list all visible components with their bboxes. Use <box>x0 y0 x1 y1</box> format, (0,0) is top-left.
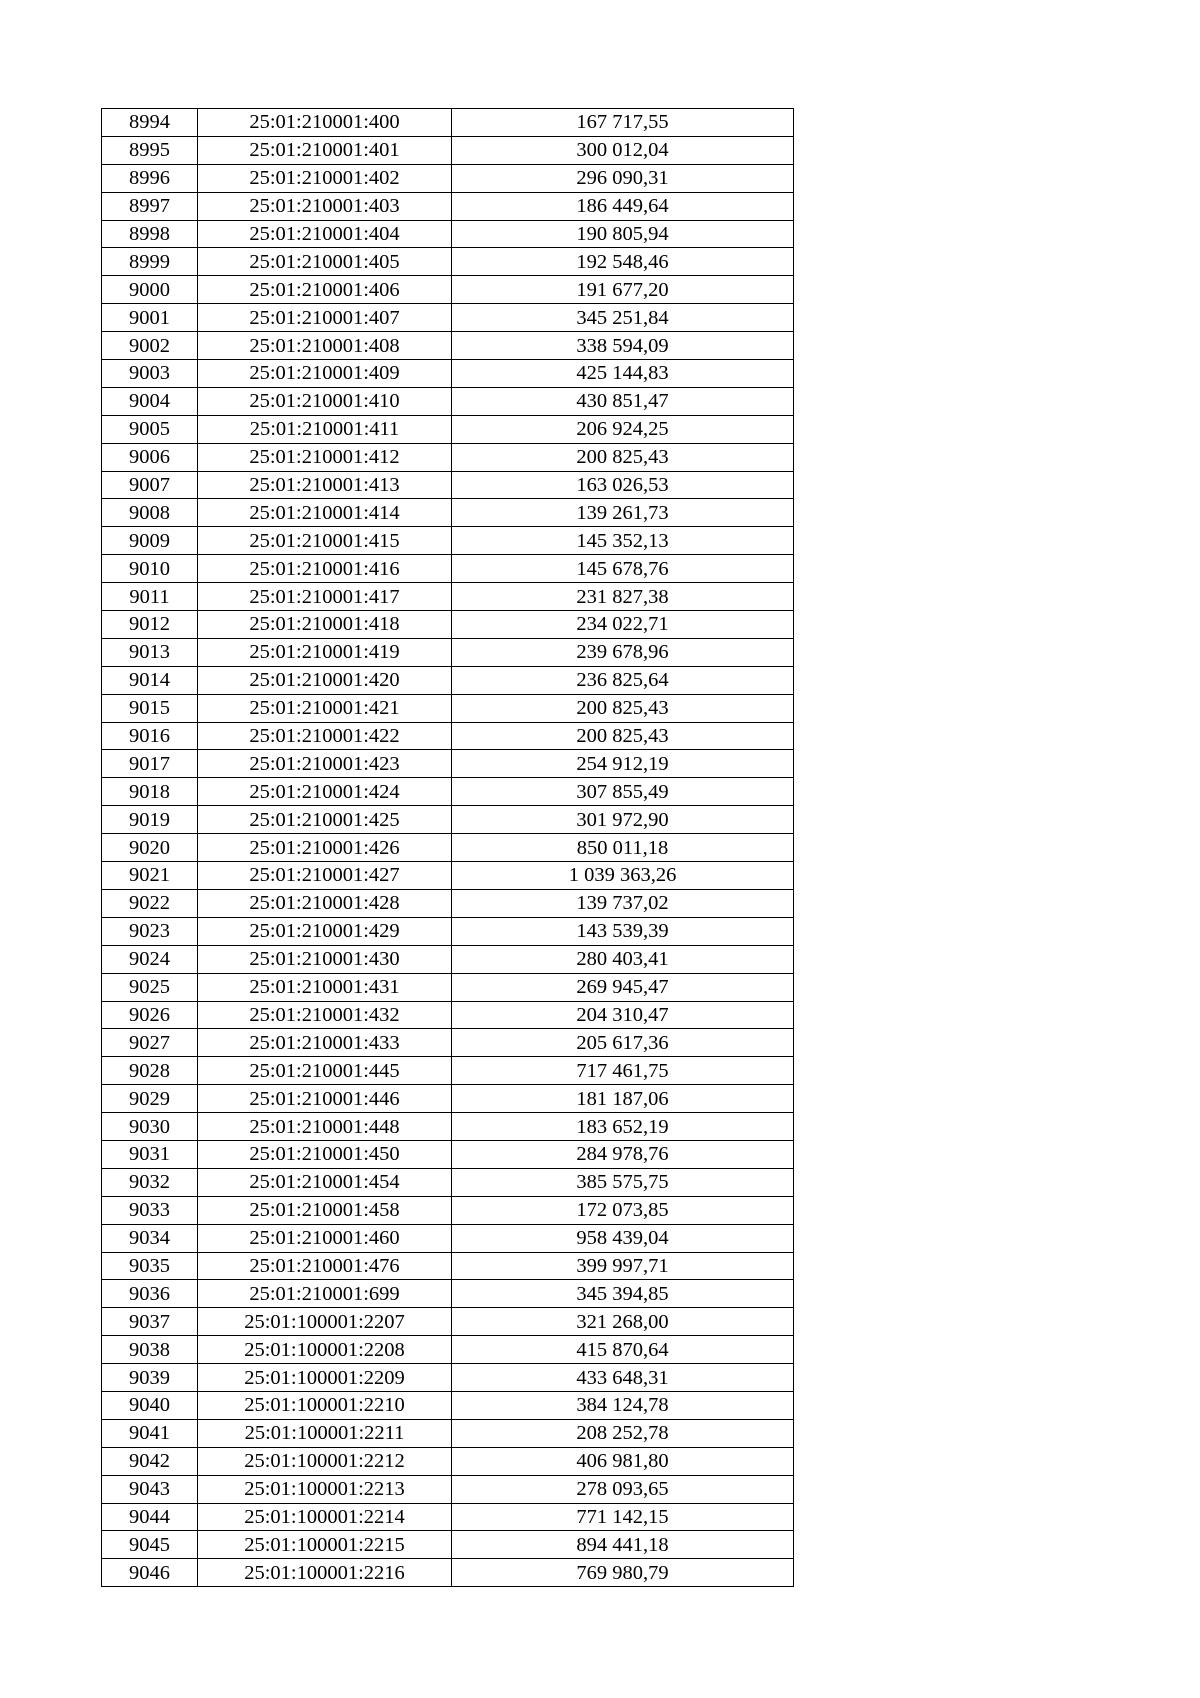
row-number-cell: 9005 <box>102 415 198 443</box>
cadastral-value-cell: 894 441,18 <box>452 1531 794 1559</box>
cadastral-number-cell: 25:01:210001:419 <box>198 638 452 666</box>
cadastral-value-cell: 200 825,43 <box>452 443 794 471</box>
row-number-cell: 9023 <box>102 917 198 945</box>
cadastral-number-cell: 25:01:210001:407 <box>198 304 452 332</box>
cadastral-number-cell: 25:01:210001:423 <box>198 750 452 778</box>
row-number-cell: 9009 <box>102 527 198 555</box>
cadastral-number-cell: 25:01:210001:446 <box>198 1085 452 1113</box>
cadastral-value-cell: 284 978,76 <box>452 1140 794 1168</box>
table-row <box>102 1168 794 1196</box>
row-number-cell: 9028 <box>102 1057 198 1085</box>
cadastral-value-cell: 300 012,04 <box>452 136 794 164</box>
cadastral-number-cell: 25:01:100001:2214 <box>198 1503 452 1531</box>
table-row <box>102 973 794 1001</box>
table-row <box>102 750 794 778</box>
row-number-cell: 9019 <box>102 806 198 834</box>
table-row <box>102 1224 794 1252</box>
row-number-cell: 9014 <box>102 666 198 694</box>
table-row <box>102 443 794 471</box>
cadastral-value-cell: 269 945,47 <box>452 973 794 1001</box>
cadastral-value-cell: 425 144,83 <box>452 360 794 388</box>
cadastral-value-cell: 280 403,41 <box>452 945 794 973</box>
cadastral-number-cell: 25:01:210001:418 <box>198 611 452 639</box>
cadastral-value-cell: 139 737,02 <box>452 889 794 917</box>
row-number-cell: 9012 <box>102 611 198 639</box>
cadastral-number-cell: 25:01:210001:421 <box>198 694 452 722</box>
cadastral-value-cell: 385 575,75 <box>452 1168 794 1196</box>
cadastral-value-cell: 234 022,71 <box>452 611 794 639</box>
cadastral-value-cell: 399 997,71 <box>452 1252 794 1280</box>
table-row <box>102 1252 794 1280</box>
table-row <box>102 360 794 388</box>
row-number-cell: 9026 <box>102 1001 198 1029</box>
cadastral-value-cell: 145 678,76 <box>452 555 794 583</box>
row-number-cell: 9020 <box>102 834 198 862</box>
row-number-cell: 9011 <box>102 583 198 611</box>
cadastral-value-cell: 181 187,06 <box>452 1085 794 1113</box>
cadastral-value-cell: 145 352,13 <box>452 527 794 555</box>
table-row <box>102 304 794 332</box>
cadastral-value-cell: 415 870,64 <box>452 1336 794 1364</box>
cadastral-value-cell: 769 980,79 <box>452 1559 794 1587</box>
cadastral-number-cell: 25:01:210001:401 <box>198 136 452 164</box>
table-row <box>102 611 794 639</box>
cadastral-value-cell: 278 093,65 <box>452 1475 794 1503</box>
table-row <box>102 1531 794 1559</box>
cadastral-number-cell: 25:01:210001:422 <box>198 722 452 750</box>
cadastral-number-cell: 25:01:210001:432 <box>198 1001 452 1029</box>
row-number-cell: 9043 <box>102 1475 198 1503</box>
table-body <box>102 109 794 1587</box>
cadastral-value-cell: 384 124,78 <box>452 1391 794 1419</box>
row-number-cell: 9030 <box>102 1113 198 1141</box>
table-row <box>102 1391 794 1419</box>
cadastral-value-table <box>101 108 794 1587</box>
cadastral-value-cell: 139 261,73 <box>452 499 794 527</box>
row-number-cell: 9046 <box>102 1559 198 1587</box>
row-number-cell: 9027 <box>102 1029 198 1057</box>
table-row <box>102 1308 794 1336</box>
table-row <box>102 806 794 834</box>
cadastral-number-cell: 25:01:100001:2211 <box>198 1419 452 1447</box>
table-row <box>102 1503 794 1531</box>
table-row <box>102 638 794 666</box>
cadastral-number-cell: 25:01:210001:427 <box>198 862 452 890</box>
table-row <box>102 1029 794 1057</box>
table-row <box>102 136 794 164</box>
table-row <box>102 666 794 694</box>
table-row <box>102 164 794 192</box>
row-number-cell: 9006 <box>102 443 198 471</box>
cadastral-number-cell: 25:01:210001:409 <box>198 360 452 388</box>
cadastral-number-cell: 25:01:210001:454 <box>198 1168 452 1196</box>
row-number-cell: 9037 <box>102 1308 198 1336</box>
row-number-cell: 9032 <box>102 1168 198 1196</box>
row-number-cell: 9022 <box>102 889 198 917</box>
table-row <box>102 1085 794 1113</box>
cadastral-number-cell: 25:01:100001:2207 <box>198 1308 452 1336</box>
cadastral-number-cell: 25:01:210001:415 <box>198 527 452 555</box>
row-number-cell: 9008 <box>102 499 198 527</box>
row-number-cell: 9044 <box>102 1503 198 1531</box>
row-number-cell: 9039 <box>102 1364 198 1392</box>
cadastral-number-cell: 25:01:210001:426 <box>198 834 452 862</box>
cadastral-value-cell: 239 678,96 <box>452 638 794 666</box>
cadastral-value-cell: 850 011,18 <box>452 834 794 862</box>
row-number-cell: 9004 <box>102 387 198 415</box>
cadastral-number-cell: 25:01:210001:445 <box>198 1057 452 1085</box>
row-number-cell: 9013 <box>102 638 198 666</box>
row-number-cell: 9018 <box>102 778 198 806</box>
row-number-cell: 9042 <box>102 1447 198 1475</box>
cadastral-number-cell: 25:01:100001:2212 <box>198 1447 452 1475</box>
cadastral-number-cell: 25:01:210001:699 <box>198 1280 452 1308</box>
cadastral-number-cell: 25:01:210001:458 <box>198 1196 452 1224</box>
cadastral-value-cell: 296 090,31 <box>452 164 794 192</box>
cadastral-value-cell: 254 912,19 <box>452 750 794 778</box>
row-number-cell: 9033 <box>102 1196 198 1224</box>
table-row <box>102 583 794 611</box>
table-row <box>102 1364 794 1392</box>
table-row <box>102 945 794 973</box>
cadastral-value-cell: 200 825,43 <box>452 694 794 722</box>
row-number-cell: 9035 <box>102 1252 198 1280</box>
cadastral-value-cell: 406 981,80 <box>452 1447 794 1475</box>
cadastral-number-cell: 25:01:210001:417 <box>198 583 452 611</box>
table-row <box>102 415 794 443</box>
row-number-cell: 9007 <box>102 471 198 499</box>
table-row <box>102 1140 794 1168</box>
cadastral-number-cell: 25:01:210001:410 <box>198 387 452 415</box>
table-row <box>102 834 794 862</box>
row-number-cell: 9034 <box>102 1224 198 1252</box>
row-number-cell: 9045 <box>102 1531 198 1559</box>
cadastral-value-cell: 191 677,20 <box>452 276 794 304</box>
row-number-cell: 9038 <box>102 1336 198 1364</box>
table-row <box>102 1113 794 1141</box>
cadastral-value-cell: 236 825,64 <box>452 666 794 694</box>
row-number-cell: 9001 <box>102 304 198 332</box>
cadastral-value-cell: 231 827,38 <box>452 583 794 611</box>
cadastral-value-cell: 345 394,85 <box>452 1280 794 1308</box>
cadastral-number-cell: 25:01:210001:430 <box>198 945 452 973</box>
cadastral-value-cell: 433 648,31 <box>452 1364 794 1392</box>
table-row <box>102 1336 794 1364</box>
row-number-cell: 8996 <box>102 164 198 192</box>
table-row <box>102 889 794 917</box>
cadastral-value-cell: 771 142,15 <box>452 1503 794 1531</box>
cadastral-number-cell: 25:01:210001:411 <box>198 415 452 443</box>
table-row <box>102 1196 794 1224</box>
table-row <box>102 1559 794 1587</box>
cadastral-number-cell: 25:01:210001:476 <box>198 1252 452 1280</box>
table-row <box>102 332 794 360</box>
cadastral-value-cell: 430 851,47 <box>452 387 794 415</box>
cadastral-number-cell: 25:01:210001:424 <box>198 778 452 806</box>
row-number-cell: 9029 <box>102 1085 198 1113</box>
row-number-cell: 9024 <box>102 945 198 973</box>
table-row <box>102 109 794 137</box>
row-number-cell: 9000 <box>102 276 198 304</box>
table-row <box>102 862 794 890</box>
cadastral-number-cell: 25:01:210001:420 <box>198 666 452 694</box>
cadastral-number-cell: 25:01:210001:425 <box>198 806 452 834</box>
row-number-cell: 9041 <box>102 1419 198 1447</box>
cadastral-number-cell: 25:01:210001:412 <box>198 443 452 471</box>
cadastral-value-cell: 186 449,64 <box>452 192 794 220</box>
cadastral-value-cell: 167 717,55 <box>452 109 794 137</box>
table-row <box>102 387 794 415</box>
cadastral-value-cell: 200 825,43 <box>452 722 794 750</box>
row-number-cell: 9036 <box>102 1280 198 1308</box>
cadastral-number-cell: 25:01:210001:413 <box>198 471 452 499</box>
table-row <box>102 722 794 750</box>
cadastral-number-cell: 25:01:210001:400 <box>198 109 452 137</box>
table-row <box>102 220 794 248</box>
cadastral-number-cell: 25:01:210001:414 <box>198 499 452 527</box>
cadastral-value-cell: 143 539,39 <box>452 917 794 945</box>
table-row <box>102 1447 794 1475</box>
table-row <box>102 276 794 304</box>
cadastral-number-cell: 25:01:210001:406 <box>198 276 452 304</box>
cadastral-value-cell: 1 039 363,26 <box>452 862 794 890</box>
table-row <box>102 499 794 527</box>
table-row <box>102 527 794 555</box>
cadastral-value-cell: 345 251,84 <box>452 304 794 332</box>
row-number-cell: 8997 <box>102 192 198 220</box>
table-row <box>102 778 794 806</box>
cadastral-number-cell: 25:01:100001:2209 <box>198 1364 452 1392</box>
cadastral-value-cell: 163 026,53 <box>452 471 794 499</box>
cadastral-number-cell: 25:01:210001:404 <box>198 220 452 248</box>
cadastral-value-cell: 301 972,90 <box>452 806 794 834</box>
cadastral-value-cell: 206 924,25 <box>452 415 794 443</box>
cadastral-value-cell: 190 805,94 <box>452 220 794 248</box>
cadastral-value-cell: 208 252,78 <box>452 1419 794 1447</box>
cadastral-number-cell: 25:01:100001:2208 <box>198 1336 452 1364</box>
cadastral-number-cell: 25:01:210001:448 <box>198 1113 452 1141</box>
cadastral-value-cell: 717 461,75 <box>452 1057 794 1085</box>
cadastral-value-cell: 958 439,04 <box>452 1224 794 1252</box>
table-row <box>102 192 794 220</box>
row-number-cell: 9003 <box>102 360 198 388</box>
cadastral-value-cell: 192 548,46 <box>452 248 794 276</box>
cadastral-number-cell: 25:01:210001:450 <box>198 1140 452 1168</box>
row-number-cell: 9016 <box>102 722 198 750</box>
cadastral-number-cell: 25:01:100001:2210 <box>198 1391 452 1419</box>
cadastral-number-cell: 25:01:210001:416 <box>198 555 452 583</box>
cadastral-value-cell: 183 652,19 <box>452 1113 794 1141</box>
table-row <box>102 1419 794 1447</box>
row-number-cell: 8999 <box>102 248 198 276</box>
cadastral-number-cell: 25:01:210001:402 <box>198 164 452 192</box>
table-row <box>102 1057 794 1085</box>
row-number-cell: 9010 <box>102 555 198 583</box>
cadastral-value-cell: 307 855,49 <box>452 778 794 806</box>
row-number-cell: 9040 <box>102 1391 198 1419</box>
row-number-cell: 8995 <box>102 136 198 164</box>
cadastral-value-cell: 338 594,09 <box>452 332 794 360</box>
cadastral-number-cell: 25:01:210001:428 <box>198 889 452 917</box>
row-number-cell: 8994 <box>102 109 198 137</box>
cadastral-number-cell: 25:01:210001:460 <box>198 1224 452 1252</box>
table-row <box>102 1001 794 1029</box>
cadastral-number-cell: 25:01:210001:403 <box>198 192 452 220</box>
cadastral-value-cell: 321 268,00 <box>452 1308 794 1336</box>
row-number-cell: 9021 <box>102 862 198 890</box>
row-number-cell: 9017 <box>102 750 198 778</box>
table-row <box>102 1280 794 1308</box>
cadastral-number-cell: 25:01:100001:2213 <box>198 1475 452 1503</box>
row-number-cell: 9031 <box>102 1140 198 1168</box>
row-number-cell: 8998 <box>102 220 198 248</box>
table-row <box>102 471 794 499</box>
cadastral-number-cell: 25:01:210001:433 <box>198 1029 452 1057</box>
table-row <box>102 248 794 276</box>
row-number-cell: 9025 <box>102 973 198 1001</box>
cadastral-value-cell: 204 310,47 <box>452 1001 794 1029</box>
cadastral-number-cell: 25:01:210001:408 <box>198 332 452 360</box>
table-row <box>102 917 794 945</box>
cadastral-value-cell: 172 073,85 <box>452 1196 794 1224</box>
table-row <box>102 555 794 583</box>
cadastral-number-cell: 25:01:210001:429 <box>198 917 452 945</box>
cadastral-value-cell: 205 617,36 <box>452 1029 794 1057</box>
row-number-cell: 9002 <box>102 332 198 360</box>
cadastral-number-cell: 25:01:210001:405 <box>198 248 452 276</box>
cadastral-number-cell: 25:01:100001:2216 <box>198 1559 452 1587</box>
cadastral-number-cell: 25:01:100001:2215 <box>198 1531 452 1559</box>
row-number-cell: 9015 <box>102 694 198 722</box>
table-row <box>102 694 794 722</box>
cadastral-number-cell: 25:01:210001:431 <box>198 973 452 1001</box>
table-row <box>102 1475 794 1503</box>
